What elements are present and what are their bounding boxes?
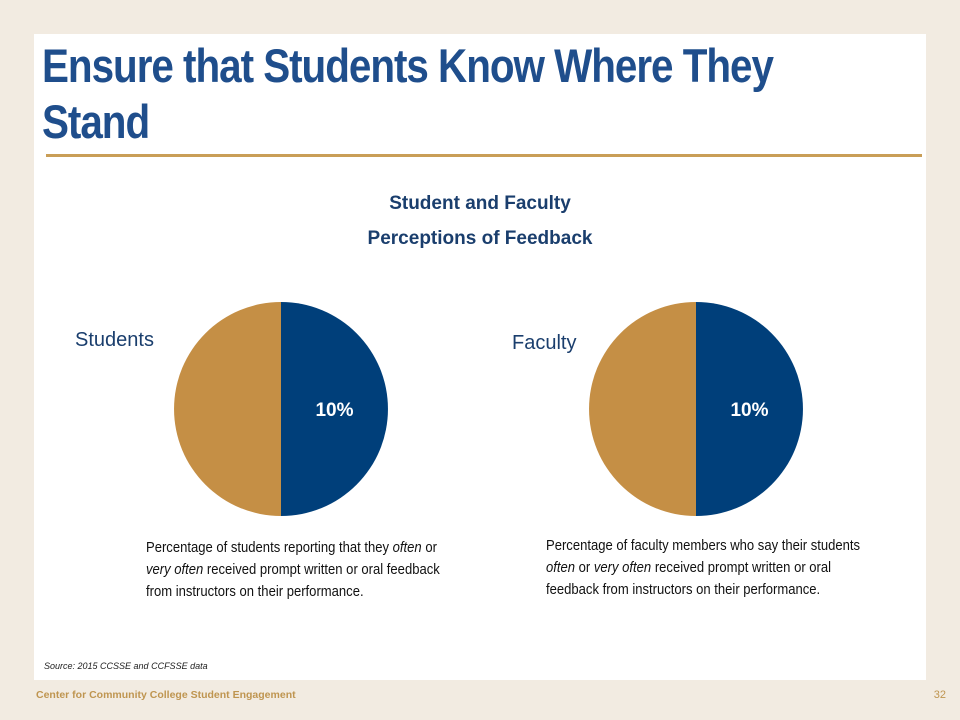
page-number: 32 bbox=[933, 689, 946, 701]
source-note: Source: 2015 CCSSE and CCFSSE data bbox=[44, 661, 208, 671]
pie-slice-label: 10% bbox=[730, 400, 769, 421]
caption-text-part2: received prompt written or oral feedback from instructors on their performance. bbox=[146, 562, 440, 600]
footer-organization: Center for Community College Student Engagement bbox=[36, 689, 296, 701]
faculty-caption bbox=[546, 535, 863, 601]
caption-very-often: very often bbox=[593, 560, 652, 576]
caption-very-often: very often bbox=[146, 562, 204, 578]
faculty-pie-chart bbox=[589, 302, 803, 516]
students-pie-chart bbox=[174, 302, 388, 516]
caption-text-part1: Percentage of faculty members who say their students bbox=[546, 538, 861, 554]
title-divider bbox=[46, 154, 922, 157]
caption-or: or bbox=[575, 560, 594, 576]
pie-slice-1 bbox=[589, 302, 696, 516]
caption-often: often bbox=[392, 540, 422, 556]
caption-often: often bbox=[546, 560, 576, 576]
chart-title-line-2: Perceptions of Feedback bbox=[367, 228, 593, 249]
chart-title-line-1: Student and Faculty bbox=[389, 193, 571, 214]
students-pie-label: Students bbox=[75, 329, 154, 351]
caption-text-part2: received prompt written or oral feedback from instructors on their performance. bbox=[546, 560, 832, 598]
students-caption bbox=[146, 537, 459, 603]
page-title: Ensure that Students Know Where They Stand bbox=[42, 39, 773, 148]
caption-or: or bbox=[421, 540, 437, 556]
caption-text-part1: Percentage of students reporting that they bbox=[146, 540, 393, 556]
pie-slice-label: 10% bbox=[315, 400, 354, 421]
faculty-pie-label: Faculty bbox=[512, 332, 577, 354]
pie-slice-1 bbox=[174, 302, 281, 516]
